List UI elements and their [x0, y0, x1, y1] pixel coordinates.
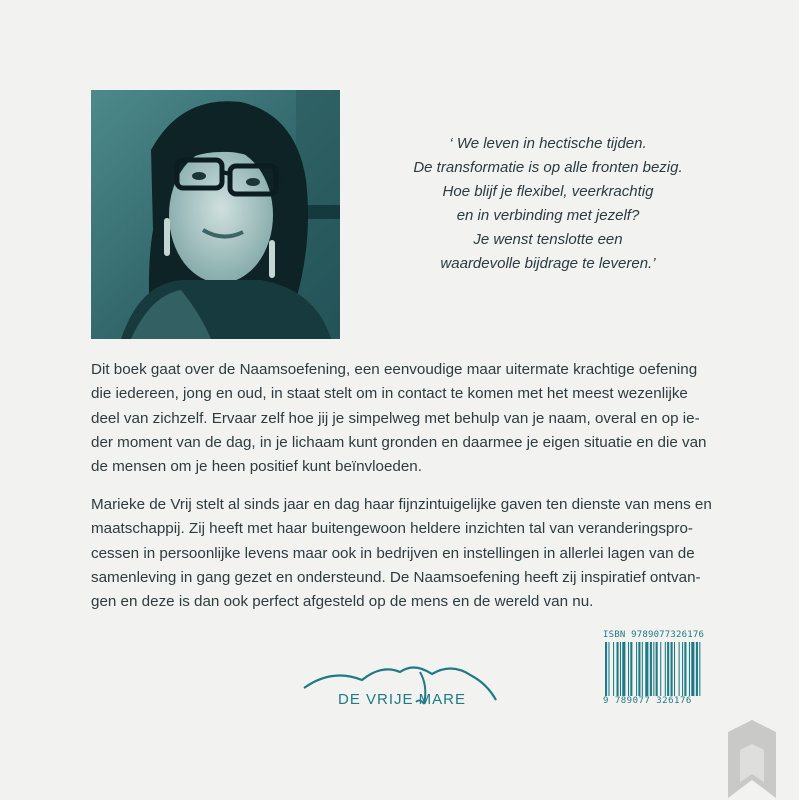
- quote-line: waardevolle bijdrage te leveren.’: [440, 255, 656, 272]
- author-photo: [91, 90, 340, 339]
- author-bio-paragraph: [91, 493, 731, 614]
- quote-line: ‘ We leven in hectische tijden.: [449, 135, 647, 152]
- text-line: samenleving in gang gezet en ondersteund. De Naamsoefening heeft zij inspiratief ontvan-: [91, 568, 701, 586]
- text-line: die iedereen, jong en oud, in staat stelt om in contact te komen met het meest wezenlijke: [91, 385, 688, 403]
- barcode-bars: [603, 642, 733, 696]
- quote-line: Je wenst tenslotte een: [473, 231, 623, 248]
- description-paragraph: [91, 358, 731, 479]
- author-quote: [378, 132, 718, 276]
- publisher-logo: [302, 658, 498, 714]
- text-line: cessen in persoonlijke levens maar ook in bedrijven en instellingen in allerlei lagen van de: [91, 544, 695, 562]
- isbn-barcode: [603, 630, 733, 708]
- quote-line: en in verbinding met jezelf?: [456, 207, 640, 224]
- text-line: gen en deze is dan ook perfect afgesteld op de mens en de wereld van nu.: [91, 593, 594, 611]
- quote-line: Hoe blijf je flexibel, veerkrachtig: [442, 183, 654, 200]
- barcode-digits: 9 789077 326176: [603, 696, 692, 706]
- text-line: deel van zichzelf. Ervaar zelf hoe jij je simpelweg met behulp van je naam, overal en op ie-: [91, 409, 700, 427]
- bookmark-watermark-icon: [724, 720, 780, 798]
- publisher-name: DE VRIJE MARE: [338, 691, 467, 708]
- text-line: Marieke de Vrij stelt al sinds jaar en dag haar fijnzintuigelijke gaven ten dienste van mens en: [91, 496, 712, 513]
- text-line: Dit boek gaat over de Naamsoefening, een eenvoudige maar uitermate krachtige oefening: [91, 361, 698, 378]
- text-line: maatschappij. Zij heeft met haar buitengewoon heldere inzichten tal van veranderingspro-: [91, 520, 693, 538]
- text-line: de mensen om je heen positief kunt beïnvloeden.: [91, 458, 422, 476]
- text-line: der moment van de dag, in je lichaam kunt gronden en daarmee je eigen situatie en die van: [91, 433, 707, 451]
- isbn-label: ISBN 9789077326176: [603, 630, 705, 640]
- quote-line: De transformatie is op alle fronten bezig.: [413, 159, 683, 176]
